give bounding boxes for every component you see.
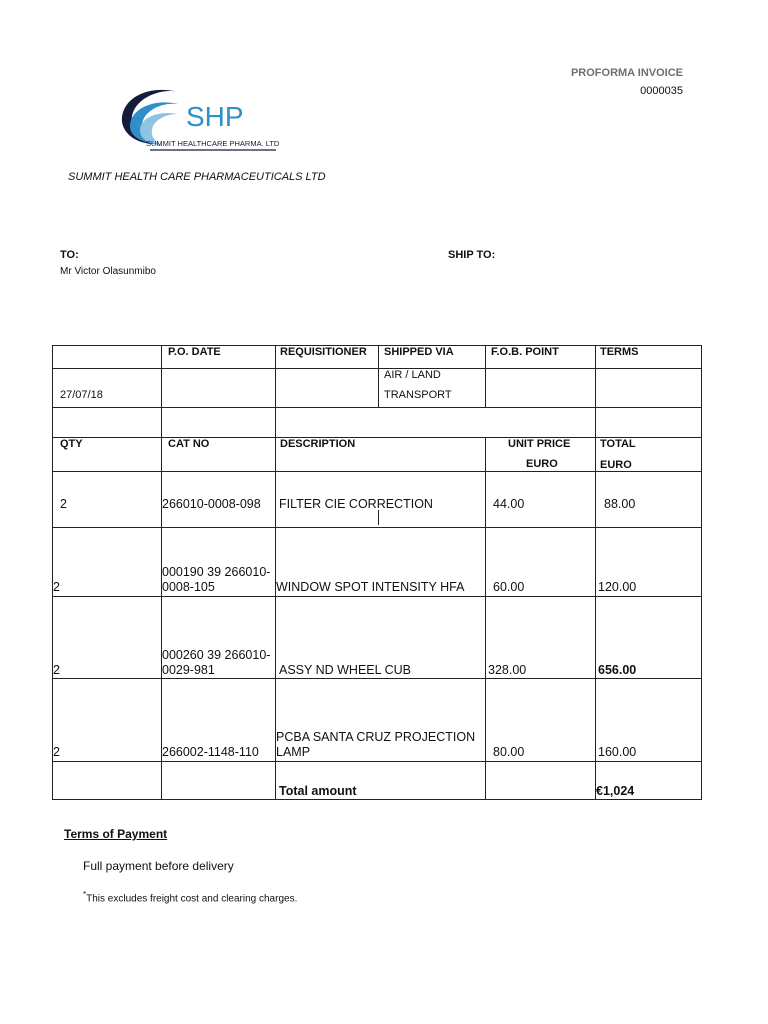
row-3-unit-price: 328.00 — [488, 663, 527, 677]
po-date-header: P.O. DATE — [168, 346, 221, 358]
row-1-cat-no: 266010-0008-098 — [162, 497, 261, 511]
row-3-cat-no-2: 0029-981 — [162, 663, 215, 677]
row-3-qty: 2 — [53, 663, 60, 677]
document-type: PROFORMA INVOICE — [570, 67, 683, 79]
shipped-via-header: SHIPPED VIA — [384, 346, 454, 358]
note-marker: * — [83, 890, 87, 899]
total-amount-label: Total amount — [279, 784, 357, 798]
note-text: This excludes freight cost and clearing charges. — [86, 893, 298, 905]
row-4-description-2: LAMP — [276, 745, 311, 759]
payment-terms-text: Full payment before delivery — [83, 859, 234, 873]
row-4-description-1: PCBA SANTA CRUZ PROJECTION — [276, 730, 476, 744]
row-2-total: 120.00 — [598, 580, 637, 594]
terms-of-payment-title: Terms of Payment — [64, 827, 168, 841]
row-3-description: ASSY ND WHEEL CUB — [279, 663, 411, 677]
cat-no-header: CAT NO — [168, 438, 210, 450]
row-3-total: 656.00 — [598, 663, 637, 677]
requisitioner-header: REQUISITIONER — [280, 346, 367, 358]
terms-header: TERMS — [600, 346, 639, 358]
shipped-via-value-2: TRANSPORT — [384, 389, 452, 401]
to-label: TO: — [60, 249, 79, 261]
row-1-unit-price: 44.00 — [493, 497, 525, 511]
row-2-unit-price: 60.00 — [493, 580, 525, 594]
unit-price-header: UNIT PRICE — [508, 438, 571, 450]
row-4-unit-price: 80.00 — [493, 745, 525, 759]
row-4-cat-no: 266002-1148-110 — [162, 745, 259, 759]
recipient-name: Mr Victor Olasunmibo — [60, 266, 156, 277]
total-header: TOTAL — [600, 438, 636, 450]
fob-point-header: F.O.B. POINT — [491, 346, 559, 358]
order-date: 27/07/18 — [60, 389, 103, 401]
total-currency: EURO — [600, 459, 632, 471]
qty-header: QTY — [60, 438, 83, 450]
row-4-total: 160.00 — [598, 745, 637, 759]
shipped-via-value-1: AIR / LAND — [384, 369, 441, 381]
description-header: DESCRIPTION — [280, 438, 356, 450]
invoice-number: 0000035 — [640, 85, 683, 97]
row-3-cat-no-1: 000260 39 266010- — [162, 648, 271, 662]
row-2-qty: 2 — [53, 580, 60, 594]
row-4-qty: 2 — [53, 745, 60, 759]
svg-text:SUMMIT HEALTHCARE PHARMA. LTD: SUMMIT HEALTHCARE PHARMA. LTD — [146, 139, 280, 148]
row-2-description: WINDOW SPOT INTENSITY HFA — [276, 580, 465, 594]
row-2-cat-no-2: 0008-105 — [162, 580, 215, 594]
row-1-qty: 2 — [60, 497, 67, 511]
ship-to-label: SHIP TO: — [448, 249, 496, 261]
total-amount-value: €1,024 — [596, 784, 635, 798]
svg-text:SHP: SHP — [186, 101, 244, 132]
unit-price-currency: EURO — [526, 458, 558, 470]
company-name: SUMMIT HEALTH CARE PHARMACEUTICALS LTD — [68, 171, 326, 183]
row-1-description: FILTER CIE CORRECTION — [279, 497, 433, 511]
freight-note — [83, 890, 297, 904]
row-2-cat-no-1: 000190 39 266010- — [162, 565, 271, 579]
row-1-total: 88.00 — [604, 497, 636, 511]
